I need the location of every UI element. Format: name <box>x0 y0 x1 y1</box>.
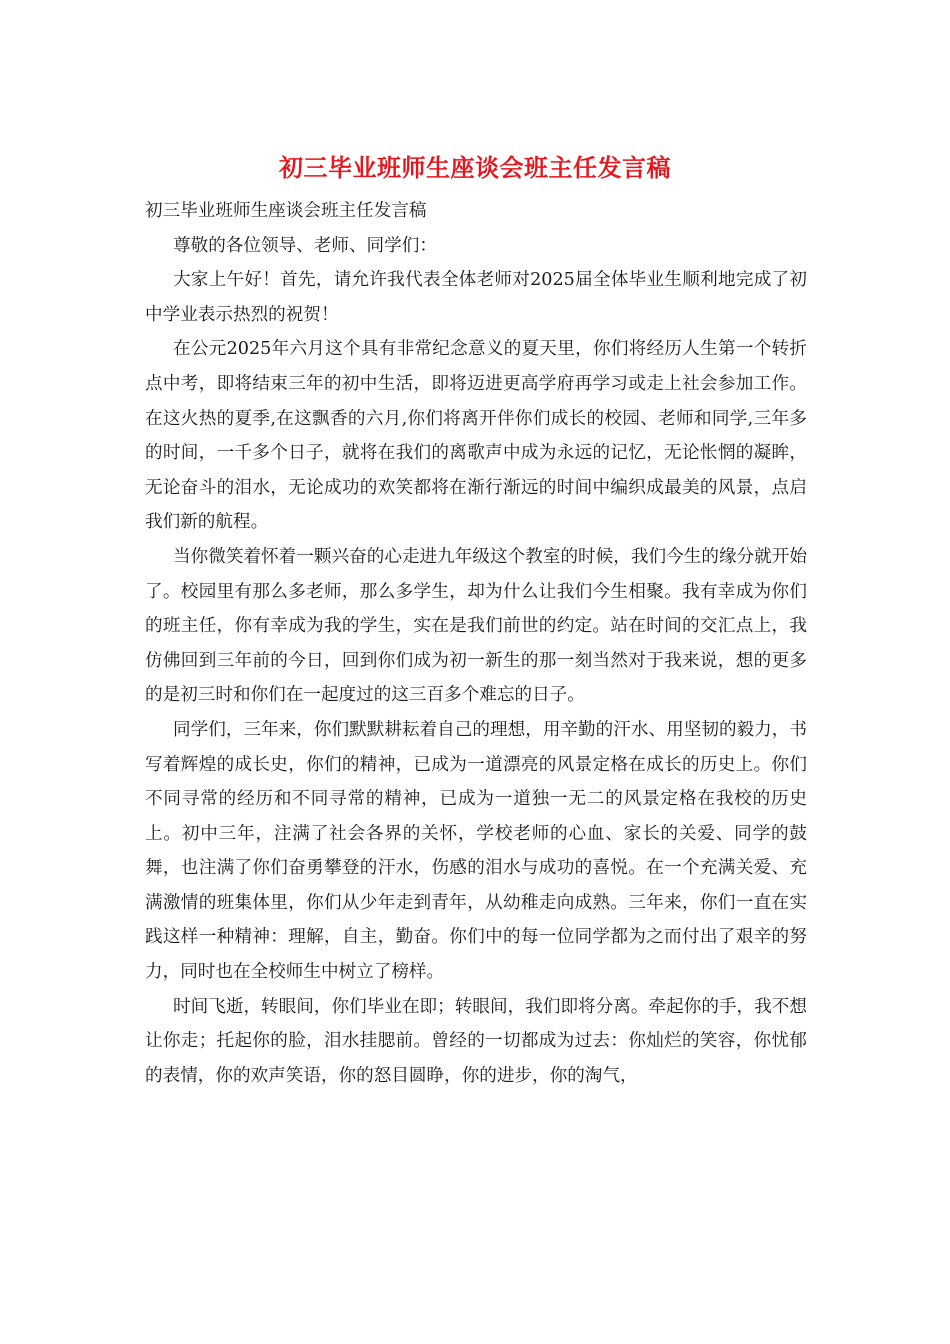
paragraph-fate: 当你微笑着怀着一颗兴奋的心走进九年级这个教室的时候，我们今生的缘分就开始了。校园里有那么多老师，那么多学生，却为什么让我们今生相聚。我有幸成为你们的班主任，你有幸成为我的学生，实在是我们前世的约定。站在时间的交汇点上，我仿佛回到三年前的今日，回到你们成为初一新生的那一刻当然对于我来说，想的更多的是初三时和你们在一起度过的这三百多个难忘的日子。 <box>145 546 807 706</box>
document-subtitle: 初三毕业班师生座谈会班主任发言稿 <box>145 201 427 221</box>
paragraph-summer: 在公元2025年六月这个具有非常纪念意义的夏天里，你们将经历人生第一个转折点中考，即将结束三年的初中生活，即将迈进更高学府再学习或走上社会参加工作。在这火热的夏季,在这飘香的六月,你们将离开伴你们成长的校园、老师和同学,三年多的时间，一千多个日子，就将在我们的离歌声中成为永远的记忆，无论怅惘的凝眸，无论奋斗的泪水，无论成功的欢笑都将在渐行渐远的时间中编织成最美的风景，点启我们新的航程。 <box>145 339 807 533</box>
document-body <box>145 194 807 1093</box>
paragraph-greeting: 大家上午好！首先，请允许我代表全体老师对2025届全体毕业生顺利地完成了初中学业表示热烈的祝贺！ <box>145 270 807 325</box>
paragraph-three-years: 同学们，三年来，你们默默耕耘着自己的理想，用辛勤的汗水、用坚韧的毅力，书写着辉煌的成长史，你们的精神，已成为一道漂亮的风景定格在成长的历史上。你们不同寻常的经历和不同寻常的精神，已成为一道独一无二的风景定格在我校的历史上。初中三年，注满了社会各界的关怀，学校老师的心血、家长的关爱、同学的鼓舞，也注满了你们奋勇攀登的汗水，伤感的泪水与成功的喜悦。在一个充满关爱、充满激情的班集体里，你们从少年走到青年，从幼稚走向成熟。三年来，你们一直在实践这样一种精神：理解，自主，勤奋。你们中的每一位同学都为之而付出了艰辛的努力，同时也在全校师生中树立了榜样。 <box>145 719 807 983</box>
document-title: 初三毕业班师生座谈会班主任发言稿 <box>279 153 671 182</box>
paragraph-salutation: 尊敬的各位领导、老师、同学们： <box>173 235 437 256</box>
paragraph-farewell: 时间飞逝，转眼间，你们毕业在即；转眼间，我们即将分离。牵起你的手，我不想让你走；托起你的脸，泪水挂腮前。曾经的一切都成为过去：你灿烂的笑容，你忧郁的表情，你的欢声笑语，你的怒目圆睁，你的进步，你的淘气， <box>145 996 807 1086</box>
